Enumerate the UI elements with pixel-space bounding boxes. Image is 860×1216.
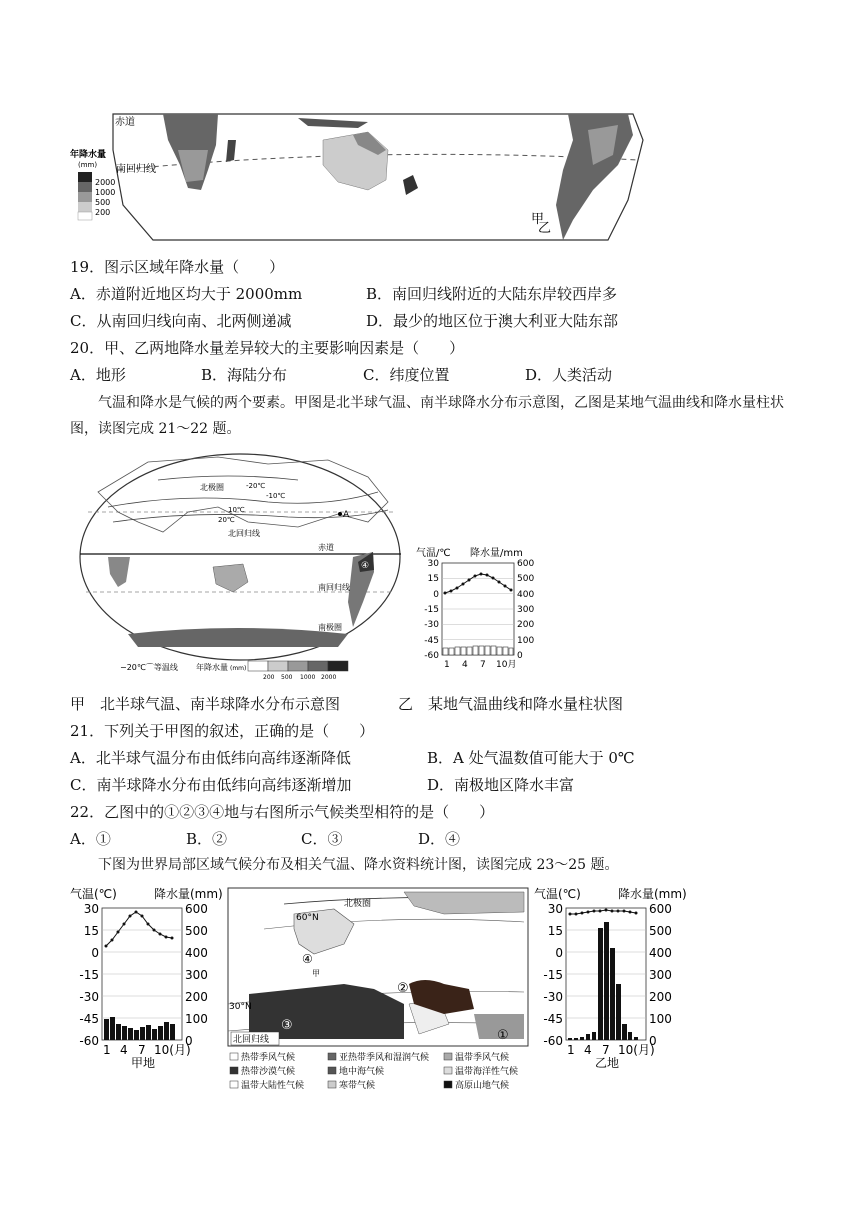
- caption-yi: 乙 某地气温曲线和降水量柱状图: [398, 695, 624, 713]
- tick: 7: [138, 1043, 146, 1057]
- legend-tick: 500: [281, 674, 293, 680]
- equator-label: 赤道: [318, 543, 334, 552]
- temp-axis-label: 气温/℃: [416, 548, 451, 559]
- tick: 500: [185, 924, 208, 938]
- yi-di-label: 乙地: [595, 1056, 620, 1069]
- q19-option-b[interactable]: B．南回归线附近的大陆东岸较西岸多: [366, 285, 618, 303]
- marker-3: ③: [281, 1018, 293, 1033]
- tick: -45: [424, 636, 439, 646]
- q22-option-a[interactable]: A．①: [70, 830, 111, 848]
- intro-23-25: 下图为世界局部区域气候分布及相关气温、降水资料统计图，读图完成 23～25 题。: [98, 857, 619, 873]
- legend-value: 1000: [95, 188, 116, 197]
- tick: 400: [517, 590, 535, 600]
- tick: -60: [79, 1034, 99, 1048]
- marker-4: ④: [302, 952, 313, 966]
- tick: 15: [83, 924, 99, 938]
- tick: 10(月): [154, 1043, 191, 1057]
- legend-value: 2000: [95, 178, 116, 187]
- tick: -30: [424, 620, 439, 630]
- tick: 0: [185, 1034, 193, 1048]
- south-tropic-label: 南回归线: [318, 583, 350, 592]
- legend-isotherm: −20℃⌒等温线: [120, 663, 178, 672]
- equator-label: 赤道: [115, 117, 135, 128]
- tick: 4: [120, 1043, 128, 1057]
- tick: -30: [79, 990, 99, 1004]
- jia-di-label: 甲地: [131, 1056, 156, 1069]
- marker-4: ④: [361, 561, 370, 571]
- legend-precip: 年降水量: [196, 663, 228, 672]
- tick: 1: [567, 1043, 575, 1057]
- legend-item: 温带季风气候: [455, 1053, 510, 1063]
- legend-tick: 1000: [300, 674, 316, 680]
- q21-option-d[interactable]: D．南极地区降水丰富: [427, 776, 575, 794]
- tick: 400: [649, 946, 672, 960]
- arctic-label: 北极圈: [344, 899, 372, 909]
- iso-label: 20℃: [218, 516, 235, 524]
- marker-2: ②: [397, 981, 409, 996]
- tick: 1: [103, 1043, 111, 1057]
- precipitation-map: [68, 110, 648, 245]
- marker-1: ①: [497, 1028, 509, 1043]
- precip-axis-label: 降水量(mm): [618, 887, 687, 901]
- q19-option-d[interactable]: D．最少的地区位于澳大利亚大陆东部: [366, 312, 619, 330]
- q22-option-b[interactable]: B．②: [186, 830, 228, 848]
- tick: -15: [543, 968, 563, 982]
- temp-axis-label: 气温(℃): [70, 887, 117, 901]
- legend-unit: (mm): [78, 161, 98, 169]
- tick: -15: [424, 605, 439, 615]
- tick: 30: [547, 902, 563, 916]
- point-jia: 甲: [531, 212, 545, 227]
- tick: 15: [427, 574, 439, 584]
- tick: -60: [424, 651, 439, 661]
- q20-option-d[interactable]: D．人类活动: [525, 366, 613, 384]
- tick: 0: [555, 946, 563, 960]
- tick: 500: [517, 574, 535, 584]
- precip-legend: [68, 148, 128, 223]
- north-tropic-label: 北回归线: [228, 529, 260, 538]
- tick: 7: [602, 1043, 610, 1057]
- q19-stem: 19．图示区域年降水量（ ）: [70, 258, 285, 276]
- tick: 500: [649, 924, 672, 938]
- tick: -45: [543, 1012, 563, 1026]
- iso-label: -20℃: [246, 482, 266, 490]
- tick: 0: [517, 651, 523, 661]
- intro-21-22: 气温和降水是气候的两个要素。甲图是北半球气温、南半球降水分布示意图，乙图是某地气温曲线和降水量柱状图，读图完成 21～22 题。: [70, 395, 784, 437]
- climograph-yi-di: [532, 884, 692, 1069]
- tick: 200: [649, 990, 672, 1004]
- tick: 100: [517, 636, 535, 646]
- iso-label: -10℃: [266, 492, 286, 500]
- tropic-label: 南回归线: [116, 164, 156, 175]
- tick: 400: [185, 946, 208, 960]
- tick: 600: [185, 902, 208, 916]
- tick: 200: [185, 990, 208, 1004]
- q21-stem: 21．下列关于甲图的叙述，正确的是（ ）: [70, 722, 375, 740]
- world-map-jia: [68, 452, 413, 680]
- tick: -15: [79, 968, 99, 982]
- legend-unit: (mm): [230, 665, 247, 672]
- q22-option-c[interactable]: C．③: [301, 830, 343, 848]
- climate-region-map: [224, 884, 534, 1098]
- legend-item: 亚热带季风和湿润气候: [339, 1053, 430, 1063]
- tick: 600: [517, 559, 535, 569]
- legend-item: 温带大陆性气候: [241, 1081, 305, 1091]
- legend-tick: 200: [263, 674, 275, 680]
- tick: 100: [649, 1012, 672, 1026]
- tick: 300: [517, 605, 535, 615]
- legend-tick: 2000: [321, 674, 337, 680]
- precip-axis-label: 降水量/mm: [470, 548, 523, 559]
- tick: 4: [462, 660, 468, 670]
- tick: -60: [543, 1034, 563, 1048]
- tick: 300: [185, 968, 208, 982]
- tick: 7: [480, 660, 486, 670]
- temp-axis-label: 气温(℃): [534, 887, 581, 901]
- precip-axis-label: 降水量(mm): [154, 887, 223, 901]
- caption-jia: 甲 北半球气温、南半球降水分布示意图: [70, 695, 341, 713]
- tick: 0: [91, 946, 99, 960]
- tick: 15: [547, 924, 563, 938]
- legend-item: 地中海气候: [339, 1067, 385, 1077]
- q20-option-b[interactable]: B．海陆分布: [201, 366, 288, 384]
- arctic-label: 北极圈: [200, 483, 224, 492]
- north-tropic-label: 北回归线: [233, 1035, 270, 1045]
- tick: 1: [444, 660, 450, 670]
- point-yi: 乙: [538, 221, 552, 236]
- q20-option-c[interactable]: C．纬度位置: [363, 366, 450, 384]
- tick: 600: [649, 902, 672, 916]
- legend-item: 热带季风气候: [241, 1053, 296, 1063]
- tick: 100: [185, 1012, 208, 1026]
- legend-item: 高原山地气候: [455, 1081, 510, 1091]
- climograph-jia-di: [68, 884, 228, 1069]
- iso-label: 10℃: [228, 506, 245, 514]
- tick: 0: [433, 590, 439, 600]
- tick: 200: [517, 620, 535, 630]
- lat30-label: 30°N: [229, 1002, 252, 1012]
- lat60-label: 60°N: [296, 913, 319, 923]
- point-jia: 甲: [312, 969, 320, 978]
- q21-option-b[interactable]: B．A 处气温数值可能大于 0℃: [427, 749, 635, 767]
- legend-item: 寒带气候: [339, 1081, 376, 1091]
- tick: 300: [649, 968, 672, 982]
- tick: 0: [649, 1034, 657, 1048]
- point-a: A: [343, 510, 350, 520]
- tick: -45: [79, 1012, 99, 1026]
- q19-option-c[interactable]: C．从南回归线向南、北两侧递减: [70, 312, 292, 330]
- q20-stem: 20．甲、乙两地降水量差异较大的主要影响因素是（ ）: [70, 339, 465, 357]
- legend-item: 温带海洋性气候: [455, 1067, 519, 1077]
- q22-stem: 22．乙图中的①②③④地与右图所示气候类型相符的是（ ）: [70, 803, 495, 821]
- legend-value: 200: [95, 208, 111, 217]
- tick: 10(月): [618, 1043, 655, 1057]
- legend-item: 热带沙漠气候: [241, 1067, 296, 1077]
- tick: 4: [584, 1043, 592, 1057]
- q19-option-a[interactable]: A．赤道附近地区均大于 2000mm: [70, 285, 303, 303]
- legend-value: 500: [95, 198, 111, 207]
- antarctic-label: 南极圈: [318, 623, 342, 632]
- q21-option-a[interactable]: A．北半球气温分布由低纬向高纬逐渐降低: [70, 749, 351, 767]
- q22-option-d[interactable]: D．④: [418, 830, 461, 848]
- tick: 30: [427, 559, 439, 569]
- tick: 30: [83, 902, 99, 916]
- q21-option-c[interactable]: C．南半球降水分布由低纬向高纬逐渐增加: [70, 776, 352, 794]
- q20-option-a[interactable]: A．地形: [70, 366, 126, 384]
- tick: 10月: [496, 660, 517, 670]
- climograph-yi: [414, 546, 549, 671]
- tick: -30: [543, 990, 563, 1004]
- legend-title: 年降水量: [70, 150, 107, 160]
